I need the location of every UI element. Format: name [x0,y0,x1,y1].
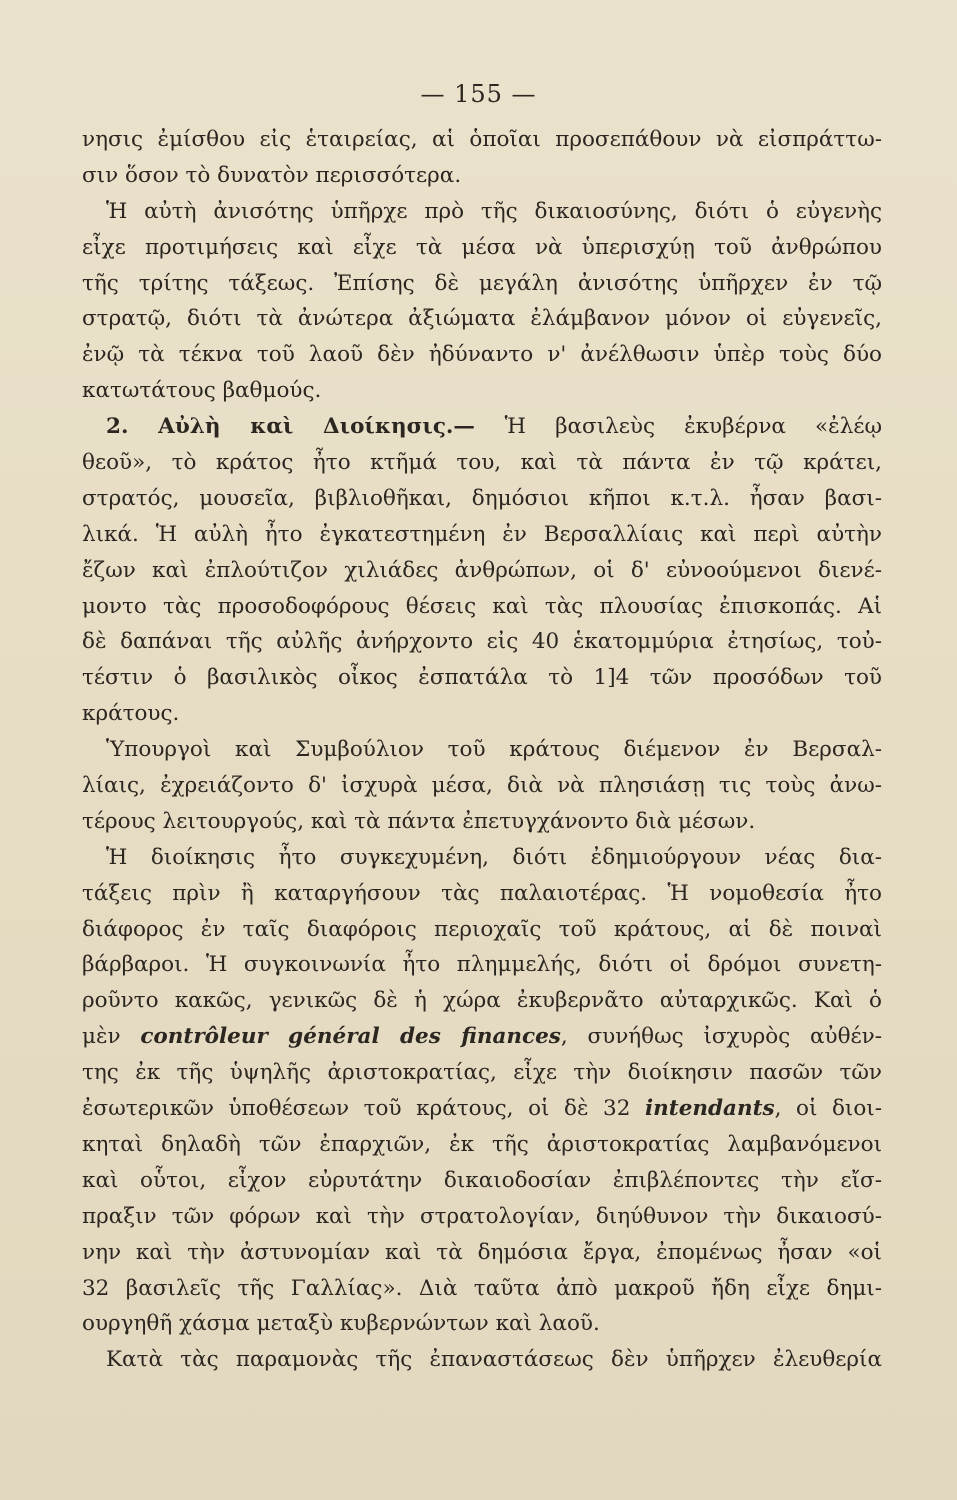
line-text: τῆς τρίτης τάξεως. Ἐπίσης δὲ μεγάλη ἀνισότης ὑπῆρχεν ἐν τῷ [82,270,882,296]
text-line [82,696,882,732]
text-line [82,517,882,553]
line-text: τέρους λειτουργούς, καὶ τὰ πάντα ἐπετυγχάνοντο διὰ μέσων. [82,808,756,834]
line-text: ἐνῷ τὰ τέκνα τοῦ λαοῦ δὲν ἠδύναντο ν' ἀνέλθωσιν ὑπὲρ τοὺς δύο [82,342,882,368]
text-line [82,337,882,373]
line-text: διάφορος ἐν ταῖς διαφόροις περιοχαῖς τοῦ κράτους, αἱ δὲ ποιναὶ [82,916,882,942]
text-line [82,158,882,194]
line-text: στρατός, μουσεῖα, βιβλιοθῆκαι, δημόσιοι κῆποι κ.τ.λ. ἦσαν βασι- [82,485,882,511]
body-text [82,122,882,1378]
text-line [82,301,882,337]
line-text: κατωτάτους βαθμούς. [82,378,322,404]
text-line [82,122,882,158]
line-text: μοντο τὰς προσοδοφόρους θέσεις καὶ τὰς πλουσίας ἐπισκοπάς. Αἱ [82,593,882,619]
text-line [82,1271,882,1307]
text-line [82,804,882,840]
line-text: σιν ὅσον τὸ δυνατὸν περισσότερα. [82,162,462,188]
line-text: τάξεις πρὶν ἢ καταργήσουν τὰς παλαιοτέρας. Ἡ νομοθεσία ἦτο [82,880,882,906]
text-line [82,840,882,876]
text-line [82,445,882,481]
page-number: — 155 — [420,80,537,108]
text-line [82,1342,882,1378]
text-line [82,1127,882,1163]
text-line [82,194,882,230]
text-line [82,732,882,768]
text-line [82,589,882,625]
text-line [82,1091,882,1127]
line-text: ἔζων καὶ ἐπλούτιζον χιλιάδες ἀνθρώπων, οἱ δ' εὐνοούμενοι διενέ- [82,557,882,583]
text-line [82,1306,882,1342]
line-text: Ἡ αὐτὴ ἀνισότης ὑπῆρχε πρὸ τῆς δικαιοσύνης, διότι ὁ εὐγενὴς [106,198,882,224]
text-line [82,230,882,266]
line-text: βάρβαροι. Ἡ συγκοινωνία ἦτο πλημμελής, διότι οἱ δρόμοι συνετη- [82,952,882,978]
line-text: ἐσωτερικῶν ὑποθέσεων τοῦ κράτους, οἱ δὲ 32 intendants, οἱ διοι- [82,1096,882,1122]
text-line [82,947,882,983]
line-text: ροῦντο κακῶς, γενικῶς δὲ ἡ χώρα ἐκυβερνᾶτο αὐταρχικῶς. Καὶ ὁ [82,988,882,1014]
line-text: λίαις, ἐχρειάζοντο δ' ἰσχυρὰ μέσα, διὰ νὰ πλησιάσῃ τις τοὺς ἀνω- [82,773,882,799]
text-line [82,1199,882,1235]
line-text: ουργηθῆ χάσμα μεταξὺ κυβερνώντων καὶ λαοῦ. [82,1311,600,1337]
text-line [82,553,882,589]
text-line [82,876,882,912]
text-line [82,912,882,948]
section-heading: 2. Αὐλὴ καὶ Διοίκησις.— [106,414,505,440]
text-line [82,1019,882,1055]
text-line [82,983,882,1019]
line-text: Ὑπουργοὶ καὶ Συμβούλιον τοῦ κράτους διέμενον ἐν Βερσαλ- [106,737,882,763]
line-text: κράτους. [82,701,180,727]
text-line [82,660,882,696]
text-line [82,266,882,302]
line-text: Ἡ διοίκησις ἦτο συγκεχυμένη, διότι ἐδημιούργουν νέας δια- [106,844,882,870]
text-line [82,1235,882,1271]
line-text: εἶχε προτιμήσεις καὶ εἶχε τὰ μέσα νὰ ὑπερισχύῃ τοῦ ἀνθρώπου [82,234,882,260]
text-line [82,1163,882,1199]
text-line [82,481,882,517]
line-text: καὶ οὗτοι, εἶχον εὐρυτάτην δικαιοδοσίαν ἐπιβλέποντες τὴν εἴσ- [82,1167,882,1193]
line-text: πραξιν τῶν φόρων καὶ τὴν στρατολογίαν, διηύθυνον τὴν δικαιοσύ- [82,1203,882,1229]
text-line [82,768,882,804]
line-text: νην καὶ τὴν ἀστυνομίαν καὶ τὰ δημόσια ἔργα, ἐπομένως ἦσαν «οἱ [82,1239,882,1265]
line-text: μὲν contrôleur général des finances, συνήθως ἰσχυρὸς αὐθέν- [82,1024,882,1050]
line-text: νησις ἐμίσθου εἰς ἑταιρείας, αἱ ὁποῖαι προσεπάθουν νὰ εἰσπράττω- [82,127,882,152]
line-text: τέστιν ὁ βασιλικὸς οἶκος ἐσπατάλα τὸ 1]4 τῶν προσόδων τοῦ [82,665,882,691]
line-text: κηταὶ δηλαδὴ τῶν ἐπαρχιῶν, ἐκ τῆς ἀριστοκρατίας λαμβανόμενοι [82,1131,882,1157]
line-text: Ἡ βασιλεὺς ἐκυβέρνα «ἐλέῳ [504,414,882,440]
line-text: Κατὰ τὰς παραμονὰς τῆς ἐπαναστάσεως δὲν ὑπῆρχεν ἐλευθερία [106,1347,882,1373]
text-line [82,1055,882,1091]
line-text: δὲ δαπάναι τῆς αὐλῆς ἀνήρχοντο εἰς 40 ἑκατομμύρια ἐτησίως, τοὐ- [82,629,882,655]
line-text: 32 βασιλεῖς τῆς Γαλλίας». Διὰ ταῦτα ἀπὸ μακροῦ ἤδη εἶχε δημι- [82,1275,882,1301]
line-text: στρατῷ, διότι τὰ ἀνώτερα ἀξιώματα ἐλάμβανον μόνον οἱ εὐγενεῖς, [82,306,882,332]
line-text: λικά. Ἡ αὐλὴ ἦτο ἐγκατεστημένη ἐν Βερσαλλίαις καὶ περὶ αὐτὴν [82,521,882,547]
line-text: της ἐκ τῆς ὑψηλῆς ἀριστοκρατίας, εἶχε τὴν διοίκησιν πασῶν τῶν [82,1060,882,1086]
line-text: θεοῦ», τὸ κράτος ἦτο κτῆμά του, καὶ τὰ πάντα ἐν τῷ κράτει, [82,450,882,476]
text-line [82,409,882,445]
text-line [82,624,882,660]
text-line [82,373,882,409]
